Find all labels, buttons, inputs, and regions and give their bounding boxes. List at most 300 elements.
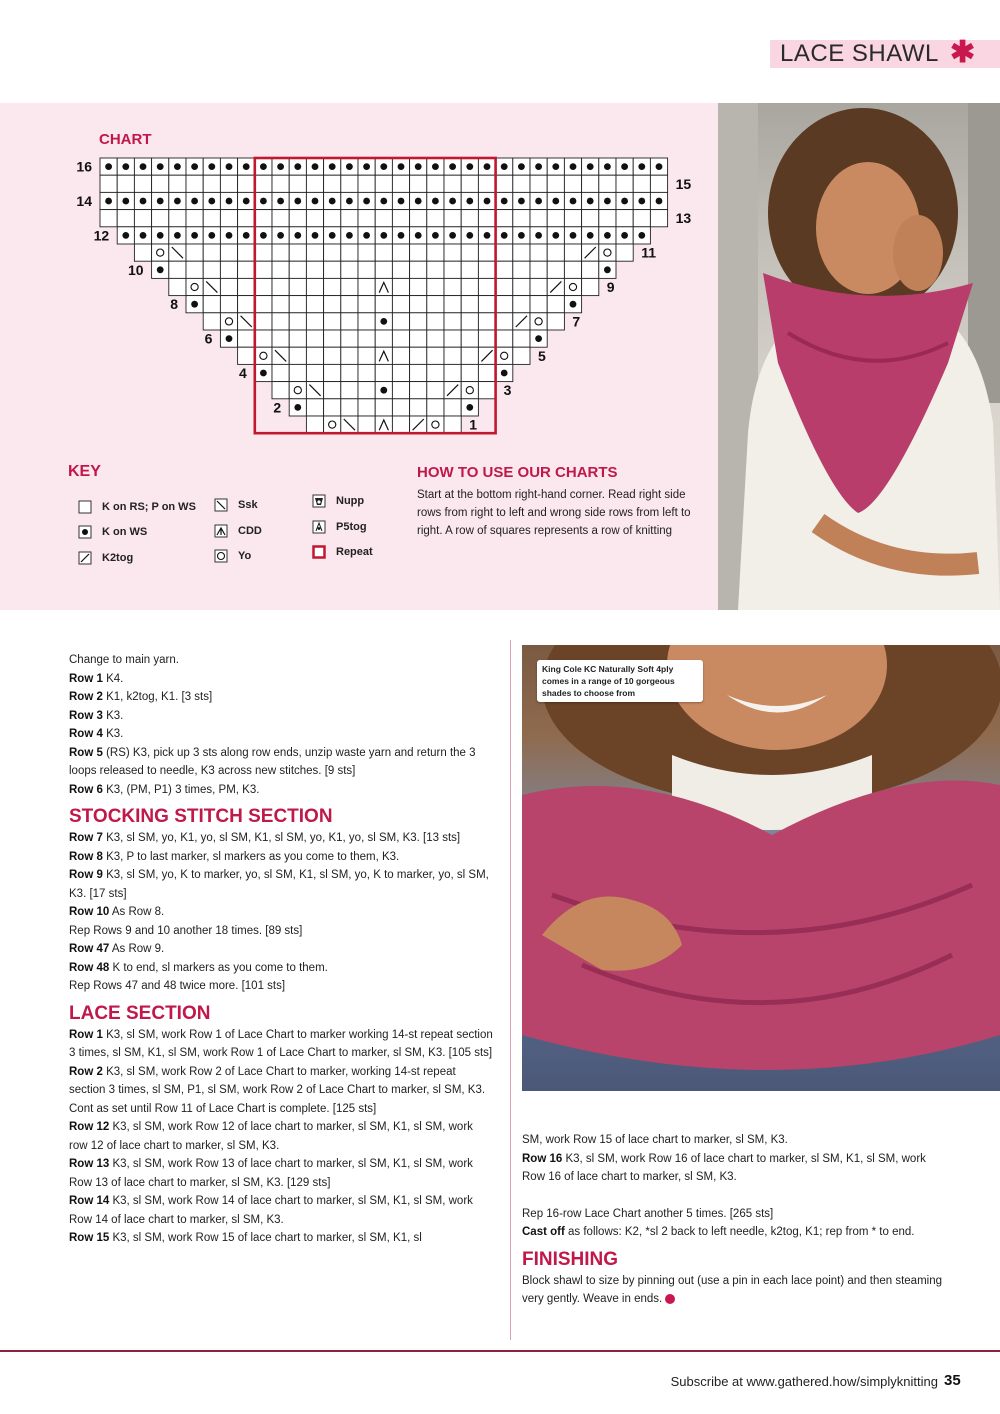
row-text: K3. — [102, 709, 124, 722]
chart-cell — [306, 244, 323, 261]
chart-cell — [461, 278, 478, 295]
rep-line: Rep 16-row Lace Chart another 5 times. [265 sts] — [522, 1207, 774, 1220]
chart-cell — [392, 330, 409, 347]
pattern-row — [69, 1100, 494, 1119]
chart-cell — [255, 261, 272, 278]
chart-cell — [341, 313, 358, 330]
chart-cell — [444, 330, 461, 347]
row-text: K4. — [102, 672, 124, 685]
chart-row-number: 12 — [93, 227, 110, 244]
row-text: K3, sl SM, work Row 2 of Lace Chart to marker, working 14-st repeat section 3 times, sl SM, P1, sl SM, work Row 2 of Lace Chart to marker, sl SM, K3. — [69, 1065, 486, 1096]
nupp-icon — [312, 494, 326, 508]
chart-cell — [392, 416, 409, 433]
pattern-row — [69, 959, 494, 978]
pattern-row — [69, 725, 494, 744]
chart-cell — [513, 244, 530, 261]
chart-row-number: 4 — [239, 365, 247, 381]
chart-cell — [324, 330, 341, 347]
chart-dot — [277, 198, 284, 205]
howto-text: Start at the bottom right-hand corner. Read right side rows from right to left and wrong side rows from left to right. A row of squares represents a row of knitting — [417, 489, 691, 537]
chart-dot — [398, 198, 405, 205]
key-label: K on RS; P on WS — [102, 501, 196, 513]
chart-cell — [478, 296, 495, 313]
chart-row-number: 6 — [204, 330, 213, 347]
chart-cell — [289, 261, 306, 278]
chart-dot — [226, 163, 233, 170]
chart-cell — [530, 244, 547, 261]
row-text: K3, sl SM, work Row 12 of lace chart to marker, sl SM, K1, sl SM, work row 12 of lace chart to marker, sl SM, K3. — [69, 1121, 473, 1152]
chart-dot — [174, 163, 181, 170]
pattern-row — [69, 670, 494, 689]
chart-dot — [415, 198, 422, 205]
chart-cell — [496, 330, 513, 347]
row-text: (RS) K3, pick up 3 sts along row ends, unzip waste yarn and return the 3 loops released to needle, K3 across new stitches. [9 sts] — [69, 746, 476, 777]
chart-cell — [306, 399, 323, 416]
section-heading-finishing: FINISHING — [522, 1248, 619, 1270]
row-label: Row 1 — [69, 672, 103, 685]
chart-dot — [432, 198, 439, 205]
chart-cell — [461, 244, 478, 261]
chart-cell — [220, 244, 237, 261]
row-text: Rep Rows 9 and 10 another 18 times. [89 sts] — [69, 924, 303, 937]
chart-cell — [186, 244, 203, 261]
chart-cell — [478, 175, 495, 192]
chart-cell — [238, 210, 255, 227]
chart-dot — [174, 198, 181, 205]
chart-cell — [599, 210, 616, 227]
chart-cell — [117, 175, 134, 192]
row-label: Row 10 — [69, 906, 110, 918]
chart-cell — [392, 261, 409, 278]
chart-row-number: 5 — [538, 347, 546, 364]
chart-dot — [466, 404, 473, 411]
pattern-row — [69, 707, 494, 726]
chart-dot — [346, 232, 353, 239]
chart-cell — [633, 210, 650, 227]
chart-cell — [616, 175, 633, 192]
row-label: Row 2 — [69, 691, 103, 703]
chart-cell — [650, 210, 667, 227]
chart-cell — [478, 278, 495, 295]
row-text: Cont as set until Row 11 of Lace Chart is complete. [125 sts] — [69, 1102, 377, 1115]
chart-row-number: 9 — [606, 279, 615, 295]
chart-dot — [226, 198, 233, 205]
row-label: Row 13 — [69, 1158, 110, 1170]
chart-cell — [272, 210, 289, 227]
key-label: P5tog — [336, 521, 367, 533]
chart-cell — [289, 330, 306, 347]
chart-cell — [496, 296, 513, 313]
chart-cell — [238, 278, 255, 295]
chart-cell — [444, 313, 461, 330]
row-label: Row 47 — [69, 943, 110, 955]
chart-dot — [604, 163, 611, 170]
chart-cell — [358, 261, 375, 278]
chart-cell — [306, 416, 323, 433]
row-label: Row 7 — [69, 832, 103, 844]
chart-cell — [650, 175, 667, 192]
chart-cell — [410, 261, 427, 278]
chart-cell — [341, 382, 358, 399]
chart-dot — [208, 198, 215, 205]
chart-cell — [427, 244, 444, 261]
chart-cell — [358, 210, 375, 227]
chart-cell — [513, 175, 530, 192]
chart-cell — [358, 399, 375, 416]
chart-dot — [552, 198, 559, 205]
chart-cell — [324, 399, 341, 416]
chart-dot — [518, 232, 525, 239]
chart-row-number: 10 — [128, 261, 144, 278]
chart-cell — [392, 244, 409, 261]
chart-cell — [324, 210, 341, 227]
chart-cell — [375, 175, 392, 192]
chart-cell — [186, 210, 203, 227]
chart-dot — [501, 370, 508, 377]
chart-cell — [427, 347, 444, 364]
chart-dot — [312, 163, 319, 170]
chart-cell — [564, 261, 581, 278]
model-illustration-bottom — [522, 645, 1000, 1091]
chart-cell — [255, 313, 272, 330]
chart-cell — [530, 296, 547, 313]
chart-cell — [496, 210, 513, 227]
chart-cell — [392, 313, 409, 330]
chart-cell — [427, 399, 444, 416]
row-label: Row 3 — [69, 709, 103, 722]
chart-cell — [478, 261, 495, 278]
chart-dot — [638, 232, 645, 239]
column-divider — [510, 640, 511, 1340]
chart-cell — [582, 261, 599, 278]
chart-cell — [410, 278, 427, 295]
chart-cell — [306, 364, 323, 381]
chart-cell — [461, 261, 478, 278]
chart-dot — [432, 232, 439, 239]
chart-dot — [346, 198, 353, 205]
chart-cell — [203, 175, 220, 192]
chart-cell — [582, 278, 599, 295]
chart-cell — [255, 244, 272, 261]
chart-dot — [208, 232, 215, 239]
repeat-box-icon — [312, 545, 326, 559]
row-list-stocking — [69, 829, 494, 996]
chart-dot — [243, 163, 250, 170]
chart-cell — [289, 364, 306, 381]
chart-cell — [444, 416, 461, 433]
chart-cell — [375, 261, 392, 278]
chart-cell — [220, 313, 237, 330]
chart-cell — [582, 175, 599, 192]
chart-dot — [535, 198, 542, 205]
end-dot-icon — [665, 1294, 675, 1304]
pattern-row — [522, 1150, 947, 1187]
row-text: K3. — [102, 728, 124, 740]
chart-row-number: 8 — [170, 296, 178, 313]
chart-cell — [427, 210, 444, 227]
chart-cell — [392, 296, 409, 313]
blank-square-icon — [78, 500, 92, 514]
chart-cell — [289, 278, 306, 295]
chart-cell — [255, 347, 272, 364]
chart-cell — [324, 278, 341, 295]
chart-cell — [375, 244, 392, 261]
chart-cell — [358, 330, 375, 347]
key-label: Nupp — [336, 495, 365, 507]
chart-cell — [444, 296, 461, 313]
chart-cell — [410, 364, 427, 381]
chart-cell — [341, 347, 358, 364]
chart-cell — [410, 313, 427, 330]
chart-cell — [358, 313, 375, 330]
chart-dot — [294, 404, 301, 411]
chart-cell — [255, 175, 272, 192]
chart-dot — [656, 198, 663, 205]
chart-cell — [478, 364, 495, 381]
chart-cell — [444, 210, 461, 227]
chart-cell — [169, 261, 186, 278]
chart-cell — [272, 296, 289, 313]
chart-cell — [461, 296, 478, 313]
chart-dot — [294, 198, 301, 205]
chart-cell — [427, 175, 444, 192]
chart-cell — [375, 330, 392, 347]
chart-dot — [208, 163, 215, 170]
chart-dot — [122, 198, 129, 205]
chart-dot — [105, 163, 112, 170]
chart-cell — [341, 330, 358, 347]
chart-cell — [341, 261, 358, 278]
chart-cell — [547, 210, 564, 227]
chart-cell — [324, 364, 341, 381]
chart-cell — [444, 364, 461, 381]
key-label: K2tog — [102, 552, 134, 564]
chart-cell — [427, 330, 444, 347]
chart-dot — [518, 163, 525, 170]
chart-cell — [341, 399, 358, 416]
chart-cell — [220, 210, 237, 227]
chart-cell — [375, 364, 392, 381]
row-text: K3, P to last marker, sl markers as you come to them, K3. — [102, 850, 400, 863]
model-photo-bottom — [522, 645, 1000, 1091]
chart-cell — [324, 261, 341, 278]
chart-dot — [157, 232, 164, 239]
pattern-row — [69, 781, 494, 800]
chart-dot — [604, 198, 611, 205]
key-label: Repeat — [336, 546, 373, 558]
chart-cell — [341, 244, 358, 261]
chart-cell — [478, 382, 495, 399]
chart-cell — [427, 278, 444, 295]
chart-cell — [410, 296, 427, 313]
chart-cell — [238, 296, 255, 313]
chart-cell — [289, 347, 306, 364]
dot-square-icon — [78, 525, 92, 539]
chart-cell — [255, 296, 272, 313]
chart-dot — [518, 198, 525, 205]
row-label: Row 16 — [522, 1152, 563, 1165]
row-list-setup — [69, 670, 494, 800]
chart-row-number: 7 — [572, 313, 581, 330]
chart-cell — [530, 261, 547, 278]
row-text: Rep Rows 47 and 48 twice more. [101 sts] — [69, 980, 286, 992]
chart-dot — [157, 163, 164, 170]
chart-cell — [152, 175, 169, 192]
chart-dot — [260, 163, 267, 170]
chart-dot — [380, 163, 387, 170]
chart-dot — [604, 232, 611, 239]
chart-dot — [140, 198, 147, 205]
chart-cell — [392, 278, 409, 295]
chart-cell — [392, 175, 409, 192]
chart-dot — [157, 266, 164, 273]
chart-cell — [513, 261, 530, 278]
chart-dot — [140, 163, 147, 170]
chart-dot — [501, 163, 508, 170]
chart-cell — [100, 210, 117, 227]
chart-dot — [552, 163, 559, 170]
row-label: Row 8 — [69, 850, 103, 863]
pattern-row — [69, 829, 494, 848]
section-heading-stocking: STOCKING STITCH SECTION — [69, 806, 333, 827]
chart-dot — [191, 198, 198, 205]
chart-cell — [134, 210, 151, 227]
chart-cell — [599, 175, 616, 192]
chart-cell — [444, 399, 461, 416]
finishing-body: Block shawl to size by pinning out (use a pin in each lace point) and then steaming very gently. Weave in ends. — [522, 1274, 943, 1305]
yo-circle-icon — [214, 549, 228, 563]
chart-cell — [410, 175, 427, 192]
chart-cell — [427, 313, 444, 330]
chart-cell — [152, 244, 169, 261]
chart-cell — [547, 175, 564, 192]
chart-dot — [638, 163, 645, 170]
castoff-line — [522, 1223, 947, 1242]
chart-dot — [191, 163, 198, 170]
chart-cell — [410, 244, 427, 261]
chart-cell — [169, 175, 186, 192]
row-text: K3, sl SM, yo, K to marker, yo, sl SM, K1, sl SM, yo, K to marker, yo, sl SM, K3. [17 sts] — [69, 869, 489, 900]
chart-cell — [324, 416, 341, 433]
chart-cell — [306, 278, 323, 295]
pattern-left-column — [69, 651, 494, 1248]
chart-cell — [427, 382, 444, 399]
chart-cell — [186, 278, 203, 295]
pattern-row — [69, 744, 494, 781]
row-label: Row 14 — [69, 1195, 110, 1207]
chart-cell — [444, 244, 461, 261]
pattern-row — [69, 1155, 494, 1192]
chart-cell — [238, 347, 255, 364]
chart-dot — [191, 232, 198, 239]
chart-dot — [277, 163, 284, 170]
footer-rule — [0, 1350, 1000, 1352]
chart-dot — [329, 163, 336, 170]
chart-dot — [260, 198, 267, 205]
row-list-lace — [69, 1026, 494, 1248]
pattern-row — [69, 1229, 494, 1248]
p5tog-icon — [312, 520, 326, 534]
chart-dot — [380, 198, 387, 205]
chart-cell — [513, 347, 530, 364]
chart-cell — [392, 210, 409, 227]
page-title: LACE SHAWL — [780, 40, 939, 67]
key-label: Yo — [238, 550, 252, 562]
chart-dot — [312, 232, 319, 239]
pattern-row — [69, 1063, 494, 1100]
chart-cell — [461, 175, 478, 192]
chart-cell — [478, 313, 495, 330]
chart-cell — [358, 278, 375, 295]
chart-cell — [306, 313, 323, 330]
chart-cell — [358, 175, 375, 192]
chart-dot — [621, 198, 628, 205]
chart-dot — [260, 370, 267, 377]
chart-cell — [220, 175, 237, 192]
chart-dot — [449, 198, 456, 205]
chart-dot — [432, 163, 439, 170]
chart-cell — [513, 330, 530, 347]
chart-cell — [341, 210, 358, 227]
row-text: K1, k2tog, K1. [3 sts] — [102, 691, 213, 703]
key-item — [312, 520, 367, 534]
chart-cell — [289, 296, 306, 313]
chart-cell — [530, 313, 547, 330]
chart-cell — [324, 347, 341, 364]
chart-row-number: 1 — [469, 416, 477, 433]
model-illustration-top — [718, 103, 1000, 610]
chart-cell — [134, 244, 151, 261]
section-heading-lace: LACE SECTION — [69, 1002, 211, 1024]
row-label: Row 2 — [69, 1065, 103, 1078]
row-text: K to end, sl markers as you come to them. — [109, 961, 328, 974]
chart-cell — [169, 278, 186, 295]
chart-dot — [466, 163, 473, 170]
chart-dot — [260, 232, 267, 239]
pattern-row — [69, 848, 494, 867]
chart-dot — [122, 163, 129, 170]
chart-cell — [427, 296, 444, 313]
chart-cell — [255, 278, 272, 295]
chart-cell — [478, 330, 495, 347]
chart-cell — [444, 278, 461, 295]
chart-row-number: 3 — [503, 382, 512, 399]
row-label: Row 15 — [69, 1232, 110, 1244]
chart-cell — [169, 210, 186, 227]
chart-dot — [570, 301, 577, 308]
chart-cell — [564, 175, 581, 192]
row-text: K3, sl SM, work Row 13 of lace chart to marker, sl SM, K1, sl SM, work Row 13 of lace chart to marker, sl SM, K3. [129 sts] — [69, 1158, 473, 1189]
chart-dot — [638, 198, 645, 205]
pattern-row — [69, 1192, 494, 1229]
chart-dot — [380, 232, 387, 239]
chart-cell — [289, 175, 306, 192]
chart-cell — [289, 382, 306, 399]
row-text: SM, work Row 15 of lace chart to marker, sl SM, K3. — [522, 1134, 788, 1146]
chart-cell — [272, 244, 289, 261]
chart-dot — [570, 232, 577, 239]
chart-cell — [513, 278, 530, 295]
lace-chart — [60, 150, 720, 450]
chart-dot — [277, 232, 284, 239]
pattern-row — [69, 688, 494, 707]
howto-heading: HOW TO USE OUR CHARTS — [417, 464, 618, 481]
chart-dot — [174, 232, 181, 239]
chart-cell — [461, 347, 478, 364]
chart-cell — [238, 330, 255, 347]
chart-cell — [341, 175, 358, 192]
chart-dot — [157, 198, 164, 205]
